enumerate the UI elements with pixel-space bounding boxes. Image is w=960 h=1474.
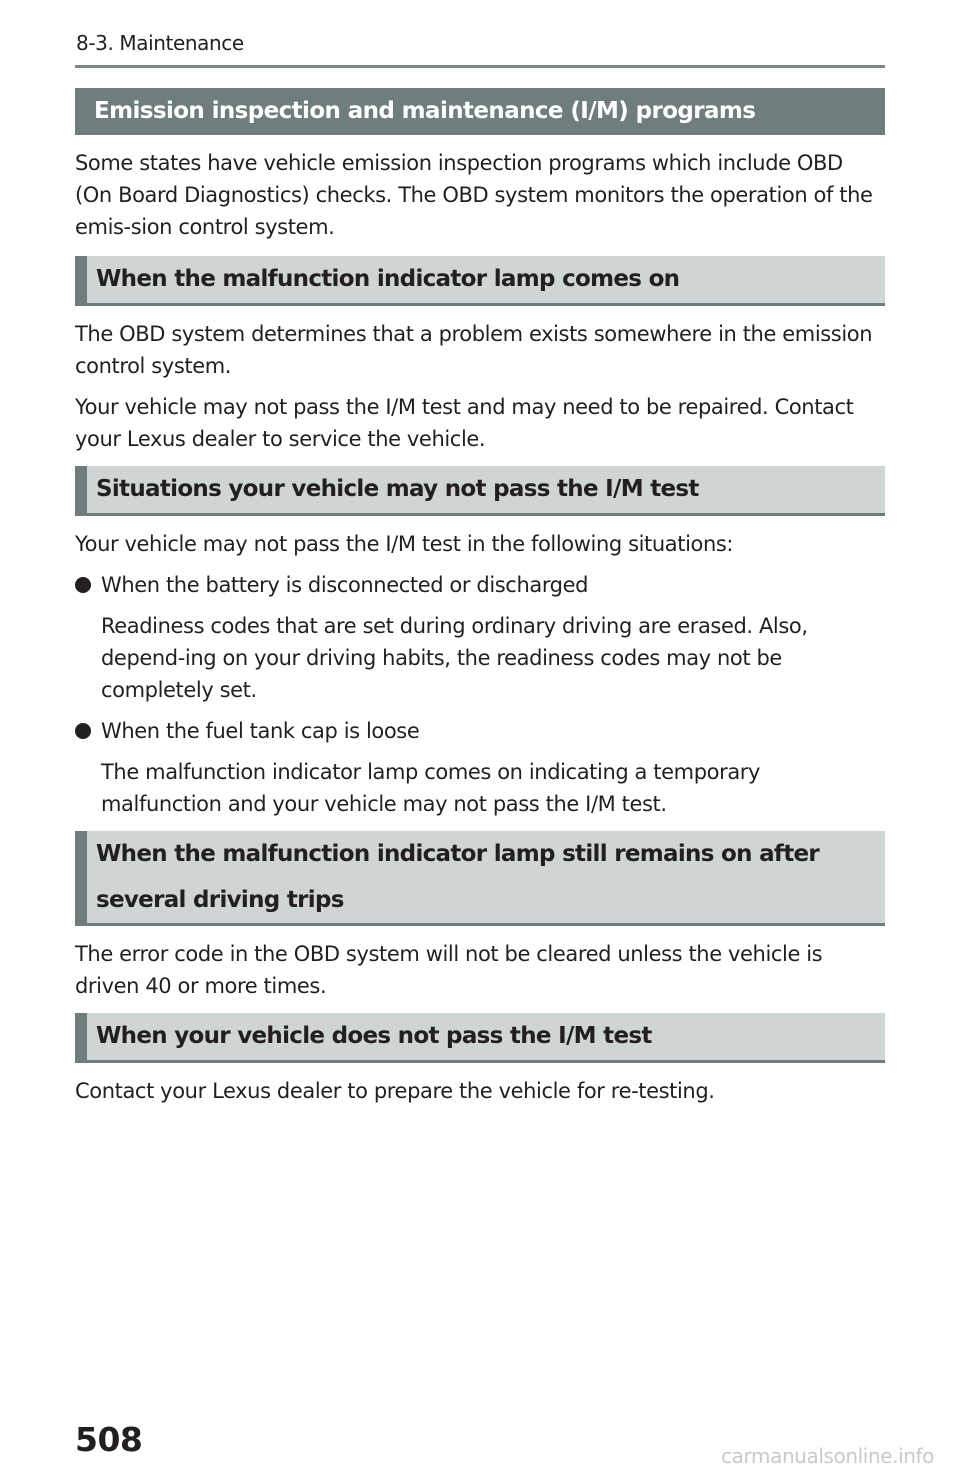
bullet-icon [75, 723, 91, 739]
list-item-title: When the fuel tank cap is loose [101, 719, 420, 743]
bullet-icon [75, 577, 91, 593]
section-intro: Some states have vehicle emission inspection programs which include OBD (On Board Diagnostics) checks. The OBD system monitors the operation of the emis-sion control system. [75, 151, 873, 239]
list-item-description: Readiness codes that are set during ordinary driving are erased. Also, depend-ing on your driving habits, the readiness codes may not be completely set. [101, 614, 808, 702]
list-item [75, 569, 885, 601]
subsection-title-remains-on: When the malfunction indicator lamp still remains on after several driving trips [75, 831, 885, 926]
section-title: Emission inspection and maintenance (I/M) programs [75, 88, 885, 135]
list-item-title: When the battery is disconnected or discharged [101, 573, 589, 597]
page-number: 508 [75, 1420, 143, 1459]
list-item-description: The malfunction indicator lamp comes on indicating a temporary malfunction and your vehicle may not pass the I/M test. [101, 760, 761, 816]
paragraph: Contact your Lexus dealer to prepare the vehicle for re-testing. [75, 1079, 715, 1103]
subsection-title-situations: Situations your vehicle may not pass the I/M test [75, 466, 885, 516]
breadcrumb: 8-3. Maintenance [76, 31, 244, 55]
subsection-title-not-pass: When your vehicle does not pass the I/M test [75, 1013, 885, 1063]
paragraph: Your vehicle may not pass the I/M test in the following situations: [75, 532, 734, 556]
subsection-title-lamp-on: When the malfunction indicator lamp comes on [75, 256, 885, 306]
paragraph: Your vehicle may not pass the I/M test and may need to be repaired. Contact your Lexus dealer to service the vehicle. [75, 395, 854, 451]
paragraph: The error code in the OBD system will not be cleared unless the vehicle is driven 40 or more times. [75, 942, 823, 998]
header-divider [75, 65, 885, 68]
list-item [75, 715, 885, 747]
paragraph: The OBD system determines that a problem exists somewhere in the emission control system. [75, 322, 873, 378]
watermark: carmanualsonline.info [721, 1444, 934, 1468]
page-content [75, 88, 885, 1107]
